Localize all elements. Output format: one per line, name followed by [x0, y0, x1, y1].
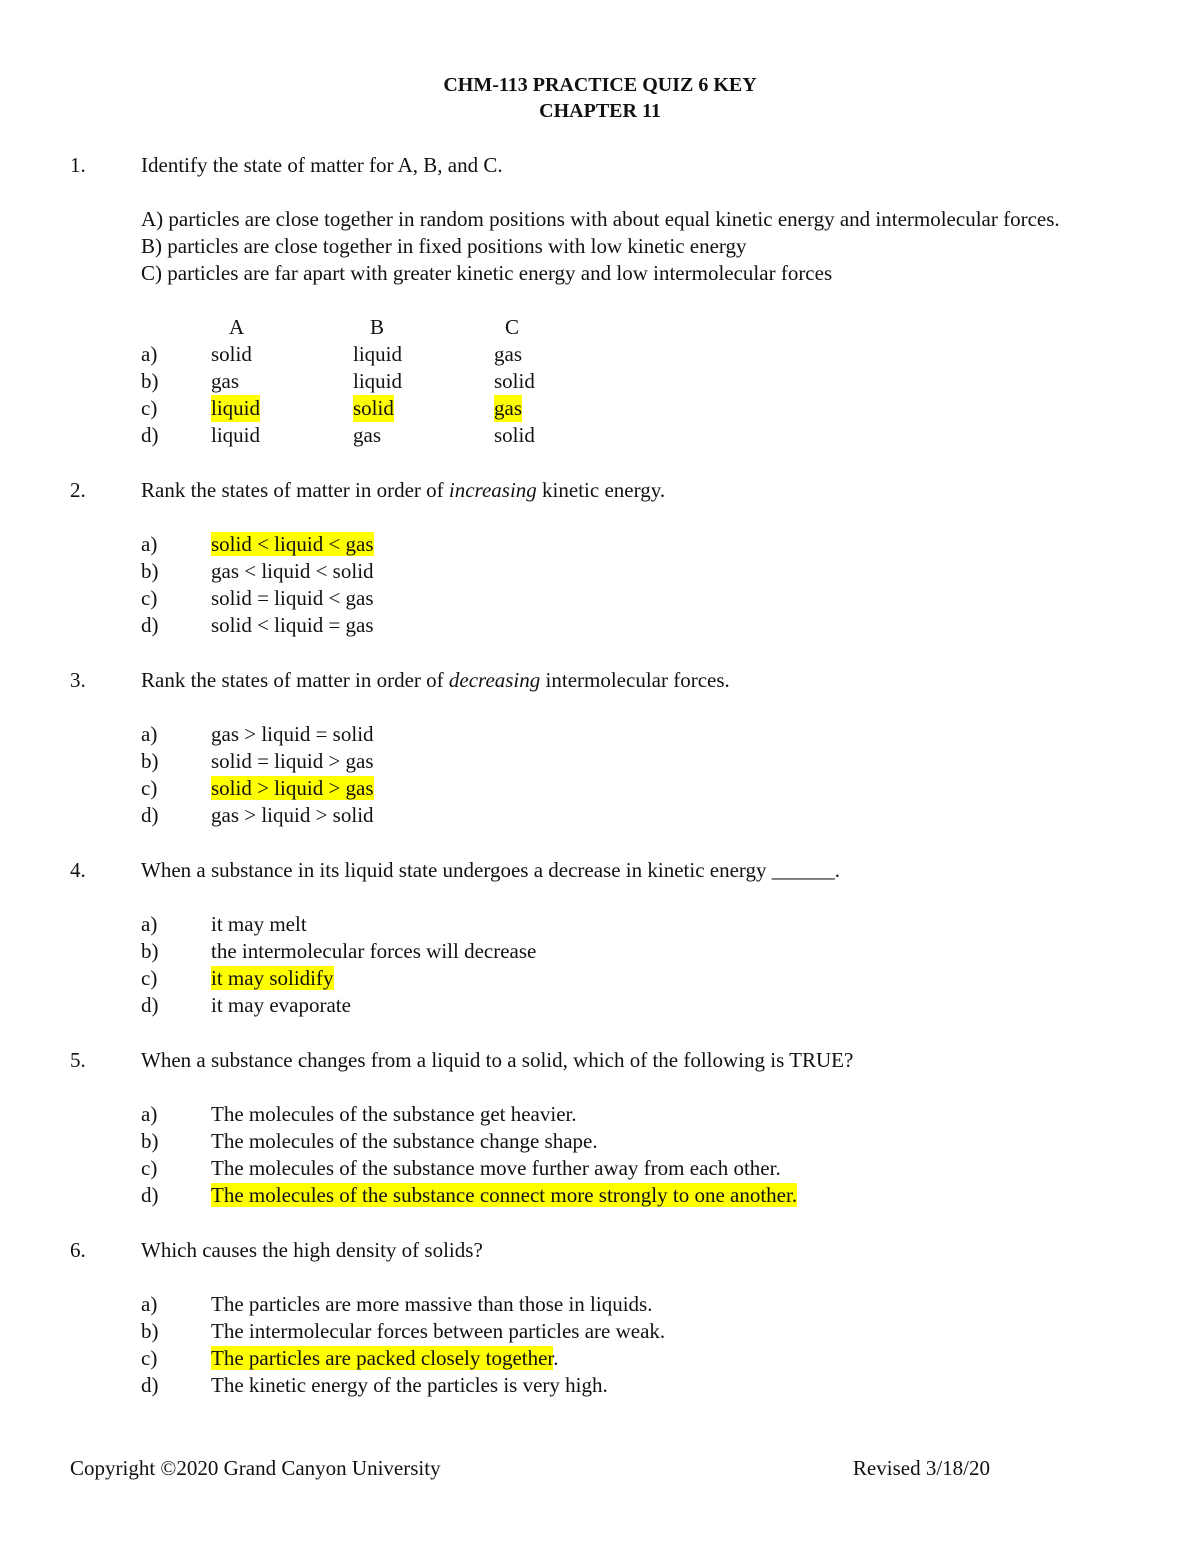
table-cell: liquid	[211, 423, 261, 447]
table-cell: liquid	[211, 396, 261, 420]
option-letter: a)	[141, 342, 158, 366]
option-suffix: .	[553, 1346, 559, 1370]
option-a	[0, 911, 1200, 938]
question-text: Rank the states of matter in order of	[141, 668, 449, 692]
option-text: gas < liquid < solid	[211, 559, 374, 583]
option-letter: d)	[141, 993, 159, 1017]
question-text: When a substance in its liquid state undergoes a decrease in kinetic energy ______.	[141, 858, 841, 882]
question-number: 6.	[70, 1238, 86, 1262]
table-cell: solid	[353, 396, 394, 420]
question-line	[0, 1237, 1200, 1264]
option-letter: a)	[141, 722, 158, 746]
question-number: 4.	[70, 858, 86, 882]
statement-b: B) particles are close together in fixed positions with low kinetic energy	[141, 234, 747, 258]
option-c	[0, 1345, 1200, 1372]
question-text: When a substance changes from a liquid to a solid, which of the following is TRUE?	[141, 1048, 854, 1072]
question-text: intermolecular forces.	[540, 668, 730, 692]
question-text: Rank the states of matter in order of	[141, 478, 449, 502]
copyright: Copyright ©2020 Grand Canyon University	[70, 1456, 441, 1480]
option-letter: c)	[141, 586, 158, 610]
option-c	[0, 775, 1200, 802]
question-5	[0, 1047, 1200, 1209]
question-1	[0, 152, 1200, 449]
option-letter: a)	[141, 532, 158, 556]
option-c	[0, 965, 1200, 992]
table-cell: gas	[494, 396, 522, 420]
table-cell: gas	[211, 369, 239, 393]
option-letter: b)	[141, 1129, 159, 1153]
option-letter: d)	[141, 1373, 159, 1397]
question-text: Which causes the high density of solids?	[141, 1238, 483, 1262]
correct-answer-text: solid > liquid > gas	[211, 776, 374, 800]
option-text: it may melt	[211, 912, 307, 936]
option-d	[0, 802, 1200, 829]
question-text: kinetic energy.	[536, 478, 666, 502]
question-text: Identify the state of matter for A, B, and C.	[141, 153, 503, 177]
question-2	[0, 477, 1200, 639]
correct-answer-text: solid < liquid < gas	[211, 532, 374, 556]
options-list	[0, 531, 1200, 639]
statement-a: A) particles are close together in random positions with about equal kinetic energy and intermolecular forces.	[141, 207, 1060, 231]
option-letter: d)	[141, 613, 159, 637]
option-text: The molecules of the substance get heavier.	[211, 1102, 577, 1126]
document-title: CHM-113 PRACTICE QUIZ 6 KEY	[443, 74, 757, 96]
option-b	[0, 748, 1200, 775]
statement-c: C) particles are far apart with greater kinetic energy and low intermolecular forces	[141, 261, 833, 285]
option-a	[0, 531, 1200, 558]
options-list	[0, 1291, 1200, 1399]
option-letter: a)	[141, 1102, 158, 1126]
question-number: 3.	[70, 668, 86, 692]
option-text: it may evaporate	[211, 993, 351, 1017]
options-list	[0, 911, 1200, 1019]
question-text: decreasing	[448, 668, 541, 692]
option-c	[0, 1155, 1200, 1182]
option-b	[0, 558, 1200, 585]
correct-answer-text: it may solidify	[211, 966, 334, 990]
option-text: gas > liquid > solid	[211, 803, 374, 827]
option-b	[0, 938, 1200, 965]
question-line	[0, 477, 1200, 504]
correct-answer-text: The molecules of the substance connect more strongly to one another.	[211, 1183, 798, 1207]
question-3	[0, 667, 1200, 829]
option-d	[0, 1182, 1200, 1209]
question-line	[0, 857, 1200, 884]
document-page	[0, 72, 1200, 1399]
table-cell: liquid	[353, 369, 403, 393]
option-letter: c)	[141, 966, 158, 990]
option-letter: b)	[141, 369, 159, 393]
question-line	[0, 667, 1200, 694]
option-text: the intermolecular forces will decrease	[211, 939, 537, 963]
option-text: The molecules of the substance change shape.	[211, 1129, 598, 1153]
question-number: 5.	[70, 1048, 86, 1072]
option-letter: b)	[141, 559, 159, 583]
option-a	[0, 1291, 1200, 1318]
question-number: 2.	[70, 478, 86, 502]
option-letter: d)	[141, 1183, 159, 1207]
header-c: C	[505, 315, 520, 339]
option-letter: a)	[141, 1292, 158, 1316]
option-letter: c)	[141, 1156, 158, 1180]
option-text: The kinetic energy of the particles is very high.	[211, 1373, 608, 1397]
correct-answer-text: The particles are packed closely together	[211, 1346, 554, 1370]
option-text: solid < liquid = gas	[211, 613, 374, 637]
option-text: The particles are more massive than those in liquids.	[211, 1292, 653, 1316]
footer	[70, 1455, 990, 1482]
table-row	[0, 422, 1200, 449]
answer-table	[0, 314, 1200, 449]
table-cell: gas	[353, 423, 381, 447]
option-a	[0, 721, 1200, 748]
table-cell: solid	[494, 423, 535, 447]
option-c	[0, 585, 1200, 612]
option-d	[0, 1372, 1200, 1399]
table-cell: liquid	[353, 342, 403, 366]
option-letter: b)	[141, 1319, 159, 1343]
options-list	[0, 721, 1200, 829]
table-header	[0, 314, 1200, 341]
option-letter: b)	[141, 939, 159, 963]
option-letter: c)	[141, 1346, 158, 1370]
question-line	[0, 1047, 1200, 1074]
table-row	[0, 395, 1200, 422]
option-b	[0, 1128, 1200, 1155]
question-text: increasing	[448, 478, 537, 502]
option-a	[0, 1101, 1200, 1128]
table-cell: solid	[494, 369, 535, 393]
option-text: solid = liquid < gas	[211, 586, 374, 610]
option-text: gas > liquid = solid	[211, 722, 374, 746]
table-row	[0, 368, 1200, 395]
header-a: A	[229, 315, 245, 339]
option-text: solid = liquid > gas	[211, 749, 374, 773]
option-letter: d)	[141, 803, 159, 827]
option-letter: a)	[141, 912, 158, 936]
table-cell: gas	[494, 342, 522, 366]
option-text: The intermolecular forces between particles are weak.	[211, 1319, 666, 1343]
option-letter: c)	[141, 776, 158, 800]
option-letter: d)	[141, 423, 159, 447]
option-text: The molecules of the substance move further away from each other.	[211, 1156, 781, 1180]
chapter-title: CHAPTER 11	[539, 100, 661, 122]
option-d	[0, 612, 1200, 639]
table-row	[0, 341, 1200, 368]
question-6	[0, 1237, 1200, 1399]
options-list	[0, 1101, 1200, 1209]
table-cell: solid	[211, 342, 252, 366]
option-letter: c)	[141, 396, 158, 420]
revised-date: Revised 3/18/20	[852, 1456, 990, 1480]
question-4	[0, 857, 1200, 1019]
option-letter: b)	[141, 749, 159, 773]
option-d	[0, 992, 1200, 1019]
header-b: B	[370, 315, 385, 339]
question-number: 1.	[70, 153, 86, 177]
option-b	[0, 1318, 1200, 1345]
